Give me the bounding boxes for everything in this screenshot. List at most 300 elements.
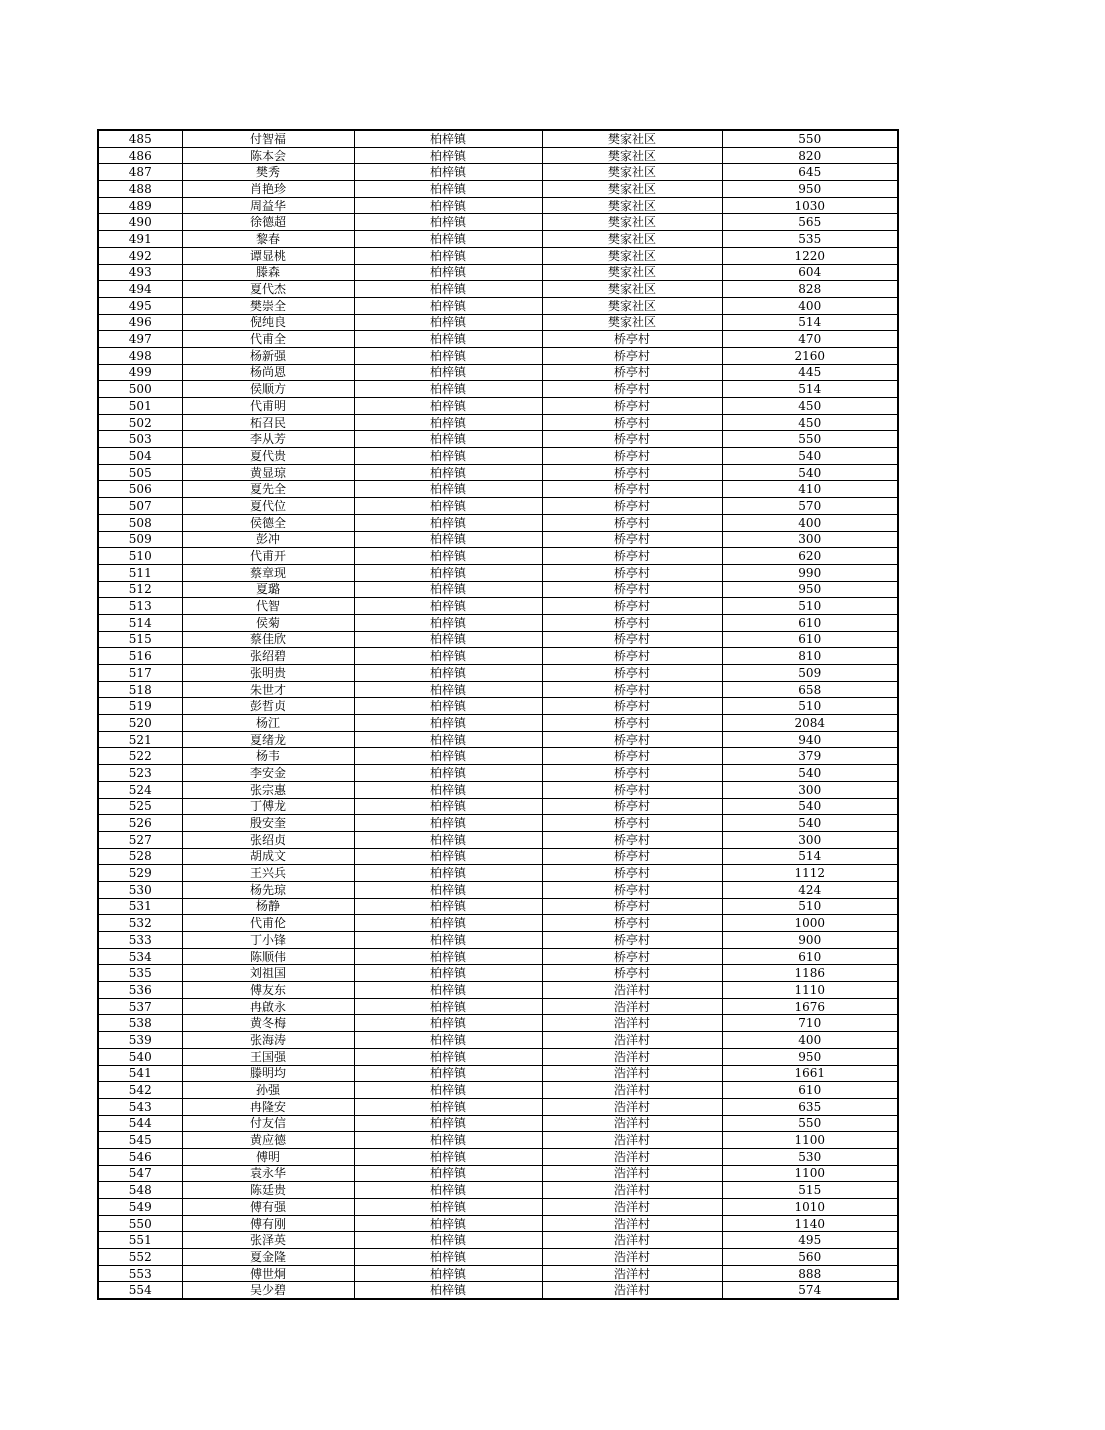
village-cell: 桥亭村 (542, 765, 722, 782)
row-number-cell: 523 (98, 765, 182, 782)
name-cell: 夏代杰 (182, 281, 354, 298)
town-cell: 柏梓镇 (354, 1065, 542, 1082)
row-number-cell: 510 (98, 548, 182, 565)
town-cell: 柏梓镇 (354, 948, 542, 965)
amount-cell: 950 (722, 1048, 898, 1065)
amount-cell: 379 (722, 748, 898, 765)
name-cell: 王国强 (182, 1048, 354, 1065)
amount-cell: 550 (722, 130, 898, 147)
row-number-cell: 514 (98, 614, 182, 631)
table-row (98, 381, 898, 398)
town-cell: 柏梓镇 (354, 831, 542, 848)
table-row (98, 1232, 898, 1249)
row-number-cell: 534 (98, 948, 182, 965)
amount-cell: 400 (722, 1032, 898, 1049)
table-row (98, 364, 898, 381)
name-cell: 朱世才 (182, 681, 354, 698)
town-cell: 柏梓镇 (354, 1232, 542, 1249)
amount-cell: 515 (722, 1182, 898, 1199)
amount-cell: 509 (722, 665, 898, 682)
table-row (98, 314, 898, 331)
village-cell: 樊家社区 (542, 231, 722, 248)
village-cell: 桥亭村 (542, 448, 722, 465)
village-cell: 桥亭村 (542, 598, 722, 615)
row-number-cell: 554 (98, 1282, 182, 1299)
row-number-cell: 526 (98, 815, 182, 832)
name-cell: 徐德超 (182, 214, 354, 231)
amount-cell: 570 (722, 498, 898, 515)
row-number-cell: 522 (98, 748, 182, 765)
town-cell: 柏梓镇 (354, 414, 542, 431)
row-number-cell: 520 (98, 715, 182, 732)
name-cell: 夏金隆 (182, 1249, 354, 1266)
village-cell: 桥亭村 (542, 865, 722, 882)
table-row (98, 1148, 898, 1165)
village-cell: 桥亭村 (542, 965, 722, 982)
table-row (98, 798, 898, 815)
town-cell: 柏梓镇 (354, 297, 542, 314)
row-number-cell: 494 (98, 281, 182, 298)
village-cell: 樊家社区 (542, 214, 722, 231)
name-cell: 黄显琼 (182, 464, 354, 481)
village-cell: 樊家社区 (542, 181, 722, 198)
name-cell: 代智 (182, 598, 354, 615)
row-number-cell: 517 (98, 665, 182, 682)
name-cell: 袁永华 (182, 1165, 354, 1182)
village-cell: 桥亭村 (542, 631, 722, 648)
village-cell: 浩洋村 (542, 1098, 722, 1115)
table-row (98, 297, 898, 314)
town-cell: 柏梓镇 (354, 865, 542, 882)
town-cell: 柏梓镇 (354, 331, 542, 348)
table-row (98, 1249, 898, 1266)
table-row (98, 398, 898, 415)
town-cell: 柏梓镇 (354, 464, 542, 481)
amount-cell: 990 (722, 564, 898, 581)
village-cell: 桥亭村 (542, 331, 722, 348)
town-cell: 柏梓镇 (354, 1048, 542, 1065)
town-cell: 柏梓镇 (354, 715, 542, 732)
village-cell: 桥亭村 (542, 364, 722, 381)
village-cell: 桥亭村 (542, 531, 722, 548)
table-row (98, 1015, 898, 1032)
village-cell: 桥亭村 (542, 932, 722, 949)
village-cell: 桥亭村 (542, 398, 722, 415)
amount-cell: 888 (722, 1265, 898, 1282)
town-cell: 柏梓镇 (354, 264, 542, 281)
table-row (98, 865, 898, 882)
table-row (98, 748, 898, 765)
village-cell: 浩洋村 (542, 1199, 722, 1216)
amount-cell: 1110 (722, 982, 898, 999)
village-cell: 樊家社区 (542, 297, 722, 314)
name-cell: 代甫全 (182, 331, 354, 348)
village-cell: 桥亭村 (542, 915, 722, 932)
village-cell: 桥亭村 (542, 748, 722, 765)
town-cell: 柏梓镇 (354, 364, 542, 381)
row-number-cell: 499 (98, 364, 182, 381)
town-cell: 柏梓镇 (354, 564, 542, 581)
row-number-cell: 505 (98, 464, 182, 481)
amount-cell: 424 (722, 881, 898, 898)
row-number-cell: 553 (98, 1265, 182, 1282)
name-cell: 杨静 (182, 898, 354, 915)
table-row (98, 231, 898, 248)
table-row (98, 1082, 898, 1099)
town-cell: 柏梓镇 (354, 498, 542, 515)
amount-cell: 1661 (722, 1065, 898, 1082)
name-cell: 陈本会 (182, 147, 354, 164)
row-number-cell: 488 (98, 181, 182, 198)
row-number-cell: 548 (98, 1182, 182, 1199)
name-cell: 胡成文 (182, 848, 354, 865)
town-cell: 柏梓镇 (354, 381, 542, 398)
name-cell: 蔡佳欣 (182, 631, 354, 648)
table-row (98, 715, 898, 732)
town-cell: 柏梓镇 (354, 514, 542, 531)
table-row (98, 1165, 898, 1182)
village-cell: 桥亭村 (542, 681, 722, 698)
town-cell: 柏梓镇 (354, 765, 542, 782)
row-number-cell: 487 (98, 164, 182, 181)
row-number-cell: 508 (98, 514, 182, 531)
amount-cell: 950 (722, 581, 898, 598)
name-cell: 彭哲贞 (182, 698, 354, 715)
name-cell: 傅世炯 (182, 1265, 354, 1282)
village-cell: 桥亭村 (542, 614, 722, 631)
name-cell: 黄冬梅 (182, 1015, 354, 1032)
amount-cell: 1140 (722, 1215, 898, 1232)
village-cell: 桥亭村 (542, 798, 722, 815)
village-cell: 浩洋村 (542, 1165, 722, 1182)
name-cell: 谭显桃 (182, 247, 354, 264)
amount-cell: 635 (722, 1098, 898, 1115)
table-row (98, 681, 898, 698)
row-number-cell: 535 (98, 965, 182, 982)
village-cell: 樊家社区 (542, 314, 722, 331)
village-cell: 浩洋村 (542, 1182, 722, 1199)
row-number-cell: 544 (98, 1115, 182, 1132)
data-table-container (97, 129, 897, 1300)
village-cell: 浩洋村 (542, 1232, 722, 1249)
town-cell: 柏梓镇 (354, 181, 542, 198)
town-cell: 柏梓镇 (354, 431, 542, 448)
amount-cell: 620 (722, 548, 898, 565)
amount-cell: 540 (722, 798, 898, 815)
village-cell: 桥亭村 (542, 464, 722, 481)
town-cell: 柏梓镇 (354, 881, 542, 898)
amount-cell: 565 (722, 214, 898, 231)
village-cell: 桥亭村 (542, 514, 722, 531)
name-cell: 陈顺伟 (182, 948, 354, 965)
row-number-cell: 485 (98, 130, 182, 147)
village-cell: 桥亭村 (542, 948, 722, 965)
town-cell: 柏梓镇 (354, 247, 542, 264)
town-cell: 柏梓镇 (354, 665, 542, 682)
row-number-cell: 495 (98, 297, 182, 314)
row-number-cell: 490 (98, 214, 182, 231)
amount-cell: 1100 (722, 1132, 898, 1149)
town-cell: 柏梓镇 (354, 1115, 542, 1132)
name-cell: 傅友东 (182, 982, 354, 999)
amount-cell: 530 (722, 1148, 898, 1165)
amount-cell: 940 (722, 731, 898, 748)
table-row (98, 982, 898, 999)
amount-cell: 810 (722, 648, 898, 665)
name-cell: 杨江 (182, 715, 354, 732)
town-cell: 柏梓镇 (354, 581, 542, 598)
village-cell: 桥亭村 (542, 481, 722, 498)
row-number-cell: 537 (98, 998, 182, 1015)
name-cell: 黎春 (182, 231, 354, 248)
town-cell: 柏梓镇 (354, 698, 542, 715)
table-row (98, 1265, 898, 1282)
name-cell: 夏璐 (182, 581, 354, 598)
village-cell: 浩洋村 (542, 1148, 722, 1165)
table-row (98, 514, 898, 531)
name-cell: 张海涛 (182, 1032, 354, 1049)
table-row (98, 581, 898, 598)
town-cell: 柏梓镇 (354, 898, 542, 915)
table-row (98, 1032, 898, 1049)
name-cell: 殷安奎 (182, 815, 354, 832)
row-number-cell: 540 (98, 1048, 182, 1065)
amount-cell: 610 (722, 614, 898, 631)
row-number-cell: 551 (98, 1232, 182, 1249)
amount-cell: 820 (722, 147, 898, 164)
town-cell: 柏梓镇 (354, 231, 542, 248)
village-cell: 桥亭村 (542, 698, 722, 715)
table-row (98, 932, 898, 949)
row-number-cell: 525 (98, 798, 182, 815)
amount-cell: 1186 (722, 965, 898, 982)
table-row (98, 448, 898, 465)
row-number-cell: 528 (98, 848, 182, 865)
name-cell: 孙强 (182, 1082, 354, 1099)
town-cell: 柏梓镇 (354, 998, 542, 1015)
amount-cell: 2084 (722, 715, 898, 732)
village-cell: 桥亭村 (542, 431, 722, 448)
table-row (98, 631, 898, 648)
town-cell: 柏梓镇 (354, 1182, 542, 1199)
row-number-cell: 507 (98, 498, 182, 515)
row-number-cell: 527 (98, 831, 182, 848)
village-cell: 浩洋村 (542, 1048, 722, 1065)
village-cell: 樊家社区 (542, 247, 722, 264)
amount-cell: 550 (722, 431, 898, 448)
table-row (98, 731, 898, 748)
name-cell: 杨先琼 (182, 881, 354, 898)
village-cell: 桥亭村 (542, 848, 722, 865)
table-row (98, 331, 898, 348)
town-cell: 柏梓镇 (354, 932, 542, 949)
amount-cell: 400 (722, 514, 898, 531)
name-cell: 代甫明 (182, 398, 354, 415)
village-cell: 樊家社区 (542, 147, 722, 164)
amount-cell: 828 (722, 281, 898, 298)
village-cell: 桥亭村 (542, 581, 722, 598)
amount-cell: 540 (722, 765, 898, 782)
name-cell: 柘召民 (182, 414, 354, 431)
amount-cell: 1010 (722, 1199, 898, 1216)
row-number-cell: 498 (98, 347, 182, 364)
row-number-cell: 497 (98, 331, 182, 348)
town-cell: 柏梓镇 (354, 130, 542, 147)
row-number-cell: 539 (98, 1032, 182, 1049)
name-cell: 樊秀 (182, 164, 354, 181)
table-row (98, 130, 898, 147)
village-cell: 桥亭村 (542, 414, 722, 431)
row-number-cell: 509 (98, 531, 182, 548)
table-row (98, 1065, 898, 1082)
village-cell: 桥亭村 (542, 815, 722, 832)
name-cell: 付友信 (182, 1115, 354, 1132)
amount-cell: 1676 (722, 998, 898, 1015)
table-row (98, 815, 898, 832)
name-cell: 丁小锋 (182, 932, 354, 949)
amount-cell: 514 (722, 381, 898, 398)
name-cell: 彭冲 (182, 531, 354, 548)
amount-cell: 300 (722, 531, 898, 548)
amount-cell: 400 (722, 297, 898, 314)
amount-cell: 470 (722, 331, 898, 348)
table-row (98, 264, 898, 281)
name-cell: 杨新强 (182, 347, 354, 364)
amount-cell: 1030 (722, 197, 898, 214)
table-row (98, 898, 898, 915)
row-number-cell: 500 (98, 381, 182, 398)
table-row (98, 998, 898, 1015)
table-row (98, 464, 898, 481)
town-cell: 柏梓镇 (354, 481, 542, 498)
town-cell: 柏梓镇 (354, 347, 542, 364)
amount-cell: 450 (722, 398, 898, 415)
town-cell: 柏梓镇 (354, 1132, 542, 1149)
name-cell: 周益华 (182, 197, 354, 214)
town-cell: 柏梓镇 (354, 164, 542, 181)
name-cell: 侯德全 (182, 514, 354, 531)
village-cell: 浩洋村 (542, 1265, 722, 1282)
name-cell: 代甫开 (182, 548, 354, 565)
row-number-cell: 492 (98, 247, 182, 264)
table-row (98, 665, 898, 682)
row-number-cell: 501 (98, 398, 182, 415)
amount-cell: 645 (722, 164, 898, 181)
table-row (98, 1215, 898, 1232)
town-cell: 柏梓镇 (354, 614, 542, 631)
row-number-cell: 543 (98, 1098, 182, 1115)
village-cell: 桥亭村 (542, 498, 722, 515)
amount-cell: 514 (722, 848, 898, 865)
town-cell: 柏梓镇 (354, 1165, 542, 1182)
village-cell: 樊家社区 (542, 197, 722, 214)
table-row (98, 915, 898, 932)
table-row (98, 614, 898, 631)
amount-cell: 510 (722, 698, 898, 715)
data-table (97, 129, 899, 1300)
table-row (98, 1115, 898, 1132)
table-row (98, 831, 898, 848)
village-cell: 樊家社区 (542, 164, 722, 181)
amount-cell: 574 (722, 1282, 898, 1299)
village-cell: 浩洋村 (542, 1065, 722, 1082)
village-cell: 桥亭村 (542, 881, 722, 898)
name-cell: 冉隆安 (182, 1098, 354, 1115)
table-row (98, 531, 898, 548)
town-cell: 柏梓镇 (354, 1148, 542, 1165)
row-number-cell: 512 (98, 581, 182, 598)
row-number-cell: 533 (98, 932, 182, 949)
table-row (98, 1132, 898, 1149)
table-row (98, 1199, 898, 1216)
name-cell: 夏先全 (182, 481, 354, 498)
town-cell: 柏梓镇 (354, 147, 542, 164)
village-cell: 樊家社区 (542, 281, 722, 298)
name-cell: 滕森 (182, 264, 354, 281)
name-cell: 付智福 (182, 130, 354, 147)
row-number-cell: 552 (98, 1249, 182, 1266)
name-cell: 侯顺方 (182, 381, 354, 398)
table-row (98, 1098, 898, 1115)
name-cell: 张宗惠 (182, 781, 354, 798)
table-row (98, 598, 898, 615)
village-cell: 浩洋村 (542, 1132, 722, 1149)
name-cell: 樊崇全 (182, 297, 354, 314)
name-cell: 傅有强 (182, 1199, 354, 1216)
town-cell: 柏梓镇 (354, 915, 542, 932)
row-number-cell: 515 (98, 631, 182, 648)
town-cell: 柏梓镇 (354, 398, 542, 415)
name-cell: 张明贵 (182, 665, 354, 682)
amount-cell: 1000 (722, 915, 898, 932)
table-row (98, 1282, 898, 1299)
row-number-cell: 550 (98, 1215, 182, 1232)
row-number-cell: 516 (98, 648, 182, 665)
table-row (98, 431, 898, 448)
town-cell: 柏梓镇 (354, 781, 542, 798)
table-row (98, 181, 898, 198)
row-number-cell: 491 (98, 231, 182, 248)
town-cell: 柏梓镇 (354, 197, 542, 214)
name-cell: 夏代位 (182, 498, 354, 515)
amount-cell: 540 (722, 464, 898, 481)
table-row (98, 498, 898, 515)
town-cell: 柏梓镇 (354, 531, 542, 548)
table-row (98, 698, 898, 715)
town-cell: 柏梓镇 (354, 314, 542, 331)
name-cell: 夏代贵 (182, 448, 354, 465)
village-cell: 浩洋村 (542, 998, 722, 1015)
amount-cell: 410 (722, 481, 898, 498)
table-row (98, 548, 898, 565)
name-cell: 刘祖国 (182, 965, 354, 982)
table-row (98, 247, 898, 264)
row-number-cell: 518 (98, 681, 182, 698)
town-cell: 柏梓镇 (354, 1282, 542, 1299)
village-cell: 桥亭村 (542, 831, 722, 848)
table-row (98, 965, 898, 982)
row-number-cell: 493 (98, 264, 182, 281)
amount-cell: 450 (722, 414, 898, 431)
table-body (98, 130, 898, 1299)
table-row (98, 281, 898, 298)
table-row (98, 765, 898, 782)
village-cell: 桥亭村 (542, 347, 722, 364)
row-number-cell: 546 (98, 1148, 182, 1165)
name-cell: 傅明 (182, 1148, 354, 1165)
name-cell: 倪纯良 (182, 314, 354, 331)
village-cell: 浩洋村 (542, 1015, 722, 1032)
